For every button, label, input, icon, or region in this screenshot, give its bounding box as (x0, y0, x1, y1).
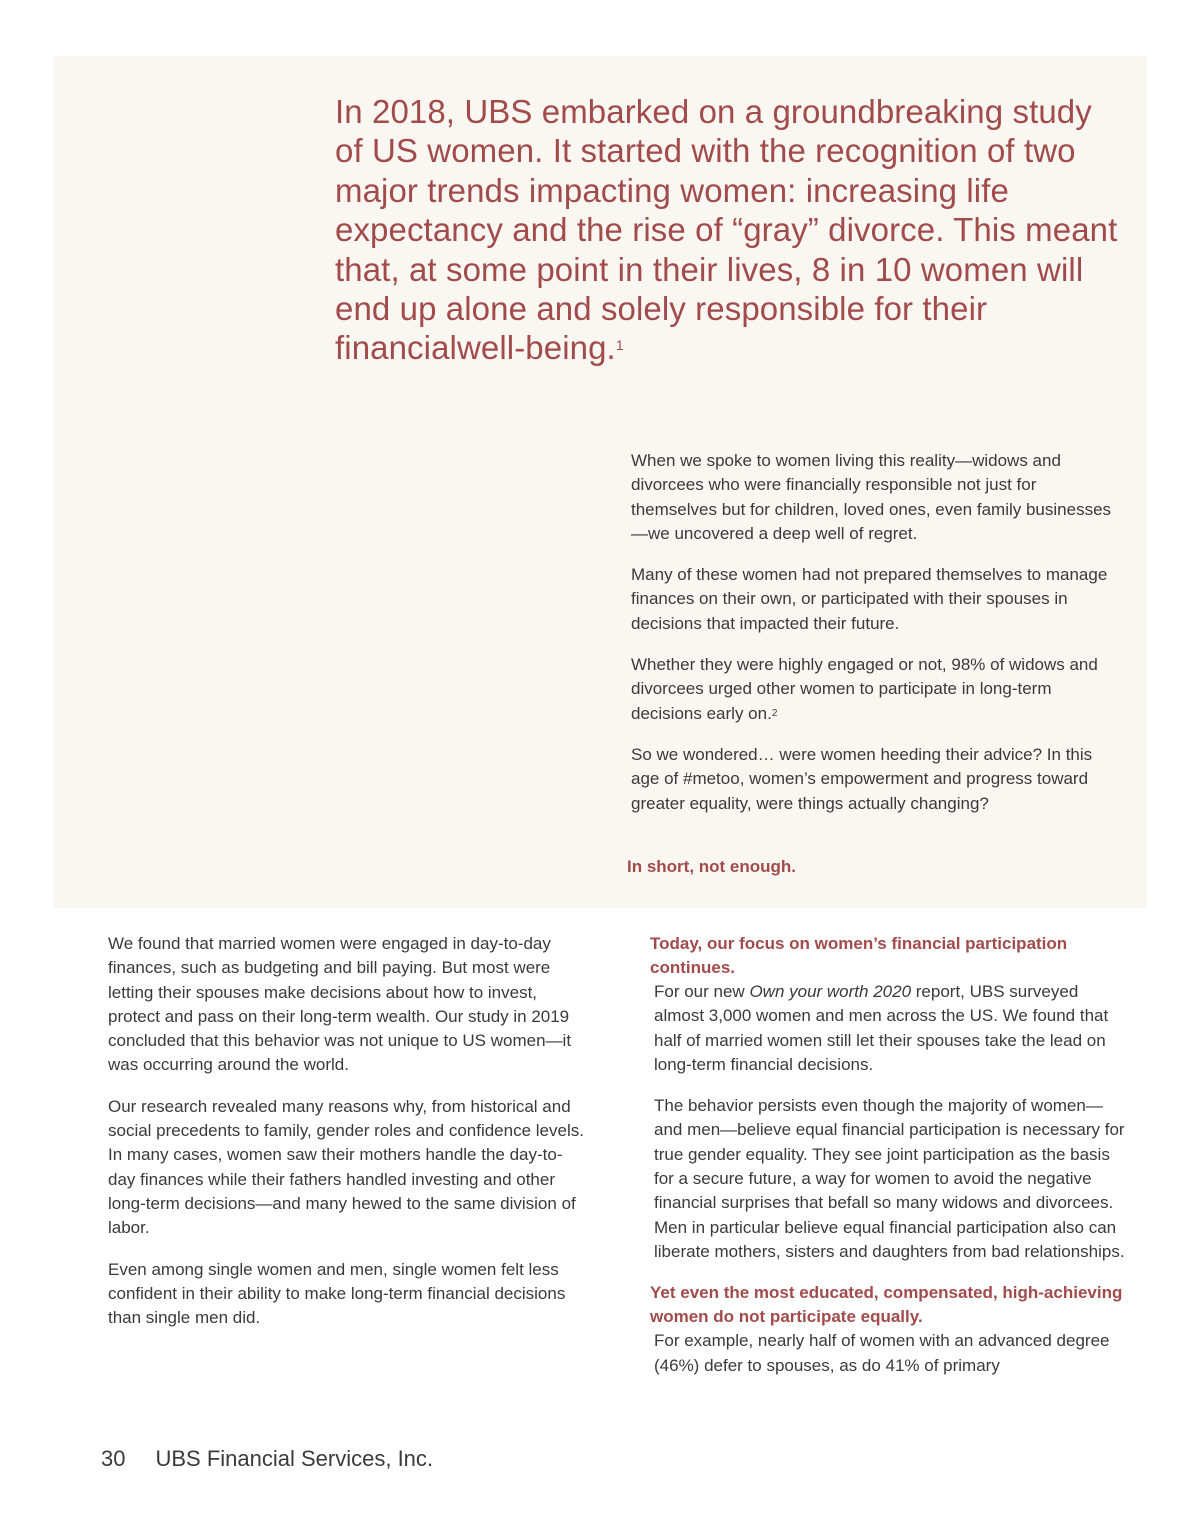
intro-column (631, 449, 1116, 833)
body-paragraph: For example, nearly half of women with an advanced degree (46%) defer to spouses, as do 41% of primary (654, 1331, 1110, 1375)
body-paragraph: Even among single women and men, single women felt less confident in their ability to make long-term financial decisions than single men did. (108, 1259, 566, 1328)
page-number: 30 (101, 1446, 126, 1471)
company-name: UBS Financial Services, Inc. (155, 1446, 434, 1471)
section-heading: Today, our focus on women’s financial participation continues. (650, 934, 1068, 977)
page-footer (101, 1444, 433, 1474)
intro-paragraph: So we wondered… were women heeding their advice? In this age of #metoo, women’s empowerment and progress toward greater equality, were things actually changing? (631, 744, 1093, 813)
lead-footnote-marker: 1 (615, 337, 624, 354)
short-answer-heading: In short, not enough. (627, 857, 797, 876)
lead-text: In 2018, UBS embarked on a groundbreaking study of US women. It started with the recognition of two major trends impacting women: increasing life expectancy and the rise of “gray” divorce. This meant that, at some point in their lives, 8 in 10 women will end up alone and solely responsible for their financialwell-being. (335, 93, 1118, 367)
body-paragraph: We found that married women were engaged in day-to-day finances, such as budgeting and bill paying. But most were letting their spouses make decisions about how to invest, protect and pass on their long-term wealth. Our study in 2019 concluded that this behavior was not unique to US women—it was occurring around the world. (108, 934, 572, 1075)
body-text: For our new (654, 982, 750, 1001)
right-column (650, 932, 1130, 1395)
body-paragraph: The behavior persists even though the majority of women—and men—believe equal financial participation is necessary for true gender equality. They see joint participation as the basis for a secure future, a way for women to avoid the negative financial surprises that befall so many widows and divorcees. Men in particular believe equal financial participation also can liberate mothers, sisters and daughters from bad relationships. (654, 1096, 1125, 1261)
intro-paragraph-text: Whether they were highly engaged or not, 98% of widows and divorcees urged other women to participate in long-term decisions early on. (631, 655, 1098, 723)
intro-paragraph (631, 653, 1116, 726)
left-column (108, 932, 588, 1347)
body-paragraph: Our research revealed many reasons why, from historical and social precedents to family, gender roles and confidence levels. In many cases, women saw their mothers handle the day-to-day finances while their fathers handled investing and other long-term decisions—and many hewed to the same division of labor. (108, 1096, 584, 1238)
body-paragraph (650, 980, 1130, 1077)
intro-paragraph: Many of these women had not prepared themselves to manage finances on their own, or participated with their spouses in decisions that impacted their future. (631, 565, 1108, 633)
footnote-marker: 2 (771, 707, 778, 719)
report-title: Own your worth 2020 (749, 982, 912, 1001)
section-heading: Yet even the most educated, compensated, high-achieving women do not participate equally. (650, 1283, 1123, 1327)
body-text: report, UBS surveyed almost 3,000 women and men across the US. We found that half of married women still let their spouses take the lead on long-term financial decisions. (654, 982, 1109, 1074)
intro-paragraph: When we spoke to women living this reality—widows and divorcees who were financially responsible not just for themselves but for children, loved ones, even family businesses—we uncovered a deep well of regret. (631, 451, 1112, 543)
lead-statement (335, 92, 1125, 368)
